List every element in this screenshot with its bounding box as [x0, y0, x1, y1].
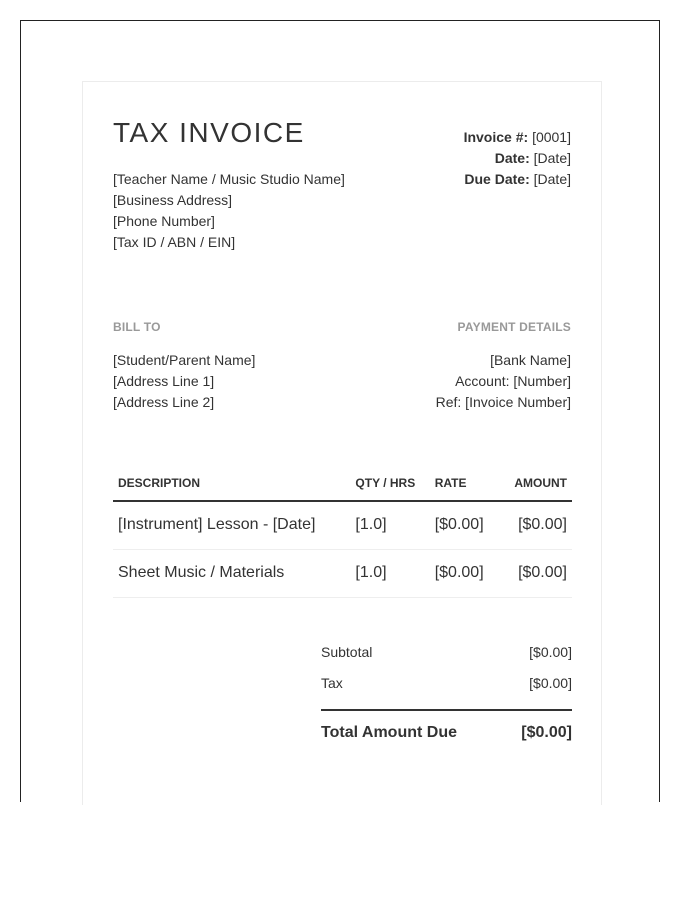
item-qty: [1.0]	[350, 550, 429, 598]
document-frame	[20, 20, 660, 802]
bill-to-name: [Student/Parent Name]	[113, 352, 256, 368]
totals-section	[321, 637, 572, 755]
item-rate: [$0.00]	[430, 550, 510, 598]
invoice-meta	[464, 127, 571, 190]
sender-name: [Teacher Name / Music Studio Name]	[113, 171, 345, 187]
item-description: [Instrument] Lesson - [Date]	[113, 501, 350, 550]
sender-address: [Business Address]	[113, 192, 233, 208]
col-header-description: DESCRIPTION	[113, 465, 350, 501]
payment-reference: Ref: [Invoice Number]	[435, 394, 571, 410]
subtotal-label: Subtotal	[321, 644, 373, 660]
item-amount: [$0.00]	[509, 550, 572, 598]
invoice-number-label: Invoice #:	[463, 129, 529, 145]
item-amount: [$0.00]	[509, 501, 572, 550]
col-header-qty: QTY / HRS	[350, 465, 429, 501]
due-date-row	[464, 169, 571, 190]
col-header-rate: RATE	[430, 465, 510, 501]
item-description: Sheet Music / Materials	[113, 550, 350, 598]
due-date-value: [Date]	[533, 171, 571, 187]
subtotal-value: [$0.00]	[529, 644, 572, 660]
tax-row	[321, 668, 572, 699]
invoice-number-row	[464, 127, 571, 148]
bill-to-address-1: [Address Line 1]	[113, 373, 215, 389]
subtotal-row	[321, 637, 572, 668]
table-row	[113, 501, 572, 550]
total-due-label: Total Amount Due	[321, 724, 457, 741]
line-items-table	[113, 465, 572, 598]
bill-to-details	[113, 350, 255, 413]
payment-details-heading: PAYMENT DETAILS	[457, 320, 571, 334]
tax-label: Tax	[321, 675, 343, 691]
invoice-title: TAX INVOICE	[113, 117, 305, 148]
sender-tax-id: [Tax ID / ABN / EIN]	[113, 234, 236, 250]
payment-details	[436, 350, 571, 413]
bill-to-heading: BILL TO	[113, 320, 161, 334]
due-date-label: Due Date:	[464, 171, 530, 187]
item-rate: [$0.00]	[430, 501, 510, 550]
tax-value: [$0.00]	[529, 675, 572, 691]
invoice-page	[82, 81, 602, 805]
payment-account: Account: [Number]	[455, 373, 571, 389]
total-due-value: [$0.00]	[521, 724, 572, 741]
invoice-date-label: Date:	[494, 150, 530, 166]
invoice-number-value: [0001]	[532, 129, 571, 145]
item-qty: [1.0]	[350, 501, 429, 550]
total-due-row	[321, 711, 572, 755]
invoice-date-row	[464, 148, 571, 169]
payment-bank: [Bank Name]	[490, 352, 571, 368]
sender-details	[113, 169, 345, 253]
col-header-amount: AMOUNT	[509, 465, 572, 501]
invoice-date-value: [Date]	[533, 150, 571, 166]
table-row	[113, 550, 572, 598]
table-header-row	[113, 465, 572, 501]
bill-to-address-2: [Address Line 2]	[113, 394, 215, 410]
sender-phone: [Phone Number]	[113, 213, 215, 229]
